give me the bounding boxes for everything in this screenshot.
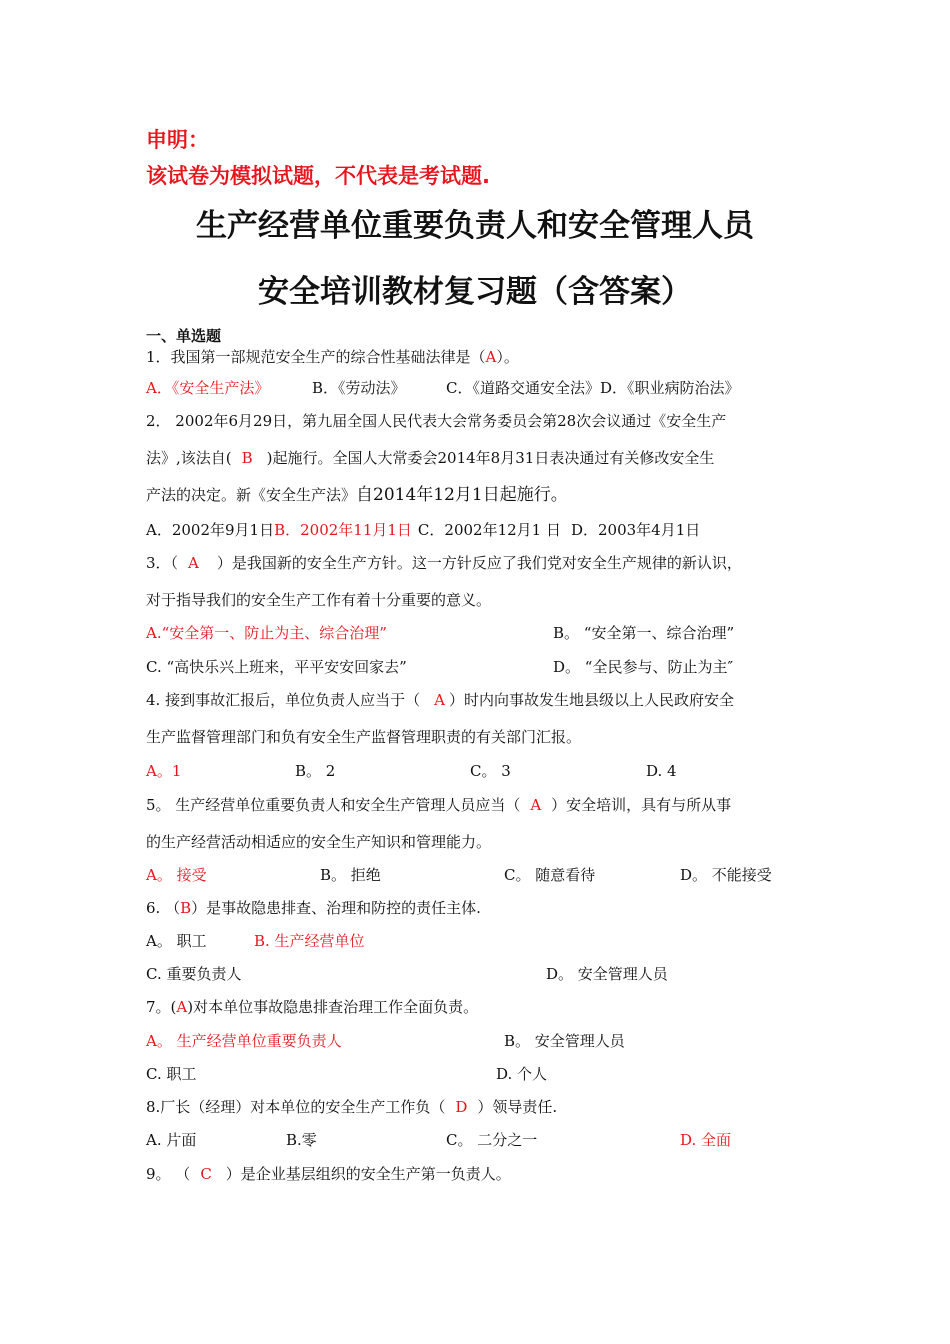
question-5-option-b: B。 拒绝 <box>320 866 381 884</box>
question-6-option-d: D。 安全管理人员 <box>546 965 668 983</box>
question-3-line-2: 对于指导我们的安全生产工作有着十分重要的意义。 <box>146 591 492 609</box>
question-5-option-d: D。 不能接受 <box>680 866 772 884</box>
question-8-answer: D <box>455 1098 468 1116</box>
question-8-option-b: B.零 <box>286 1131 317 1149</box>
question-6-answer: B <box>180 899 192 917</box>
question-5-option-c: C。 随意看待 <box>504 866 596 884</box>
question-4-option-a: A。1 <box>146 762 182 780</box>
question-3-option-c: C. “高快乐兴上班来，平平安安回家去” <box>146 658 407 676</box>
question-6-line-1: 6. （B）是事故隐患排查、治理和防控的责任主体. <box>146 899 481 917</box>
question-7-option-d: D. 个人 <box>496 1065 548 1083</box>
declaration-text: 该试卷为模拟试题，不代表是考试题. <box>146 164 490 188</box>
question-3-line-1: 3．（ A ）是我国新的安全生产方针。这一方针反应了我们党对安全生产规律的新认识， <box>146 554 742 572</box>
document-title: 生产经营单位重要负责人和安全管理人员 <box>196 208 754 244</box>
question-4-answer: A <box>434 691 445 709</box>
question-7-line-1: 7。(A)对本单位事故隐患排查治理工作全面负责。 <box>146 998 479 1016</box>
question-4-line-2: 生产监督管理部门和负有安全生产监督管理职责的有关部门汇报。 <box>146 728 582 746</box>
question-9-answer: C <box>200 1165 212 1183</box>
question-7-option-c: C. 职工 <box>146 1065 197 1083</box>
question-5-option-a: A。 接受 <box>146 866 207 884</box>
question-4-option-d: D. 4 <box>646 762 677 780</box>
question-7-answer: A <box>176 998 188 1016</box>
question-3-option-a: A.“安全第一、防止为主、综合治理” <box>146 624 387 642</box>
question-3-answer: A <box>188 554 199 572</box>
question-8-line-1: 8.厂长（经理）对本单位的安全生产工作负（ D ）领导责任. <box>146 1098 558 1116</box>
question-1-option-cd: C．《道路交通安全法》D．《职业病防治法》 <box>446 379 740 397</box>
question-9-line-1: 9。 （ C ）是企业基层组织的安全生产第一负责人。 <box>146 1165 511 1183</box>
question-6-option-a: A。 职工 <box>146 932 207 950</box>
question-4-option-c: C。 3 <box>470 762 511 780</box>
question-8-option-d: D. 全面 <box>680 1131 732 1149</box>
question-3-option-d: D。 “全民参与、防止为主″ <box>553 658 734 676</box>
section-heading: 一、单选题 <box>146 327 222 345</box>
question-1-stem: 1．我国第一部规范安全生产的综合性基础法律是（A）。 <box>146 348 519 366</box>
question-1-answer: A <box>485 348 497 366</box>
question-6-option-b: B. 生产经营单位 <box>254 932 365 950</box>
question-2-answer: B <box>241 449 253 467</box>
question-4-option-b: B。 2 <box>295 762 336 780</box>
question-2-line-2: 法》,该法自( B )起施行。全国人大常委会2014年8月31日表决通过有关修改安全生 <box>146 449 715 467</box>
question-4-line-1: 4. 接到事故汇报后，单位负责人应当于（ A ）时内向事故发生地县级以上人民政府安全 <box>146 691 734 709</box>
question-6-option-c: C. 重要负责人 <box>146 965 242 983</box>
question-5-answer: A <box>530 796 542 814</box>
question-2-option-b: B．2002年11月1日 <box>274 521 412 539</box>
document-subtitle: 安全培训教材复习题（含答案） <box>258 274 692 310</box>
question-2-line-1: 2． 2002年6月29日，第九届全国人民代表大会常务委员会第28次会议通过《安全生产 <box>146 412 727 430</box>
question-1-option-a: A．《安全生产法》 <box>146 379 270 397</box>
question-5-line-2: 的生产经营活动相适应的安全生产知识和管理能力。 <box>146 833 492 851</box>
question-7-option-b: B。 安全管理人员 <box>504 1032 625 1050</box>
question-1-option-b: B．《劳动法》 <box>312 379 406 397</box>
question-2-line-3: 产法的决定。新《安全生产法》自2014年12月1日起施行。 <box>146 485 568 505</box>
declaration-label: 申明： <box>146 128 209 152</box>
question-8-option-a: A. 片面 <box>146 1131 197 1149</box>
question-8-option-c: C。 二分之一 <box>446 1131 538 1149</box>
question-5-line-1: 5。 生产经营单位重要负责人和安全生产管理人员应当（ A ）安全培训，具有与所从事 <box>146 796 732 814</box>
question-3-option-b: B。 “安全第一、综合治理” <box>553 624 735 642</box>
question-2-options: A．2002年9月1日B．2002年11月1日 C．2002年12月1 日 D．2003年4月1日 <box>146 521 701 539</box>
question-7-option-a: A。 生产经营单位重要负责人 <box>146 1032 342 1050</box>
